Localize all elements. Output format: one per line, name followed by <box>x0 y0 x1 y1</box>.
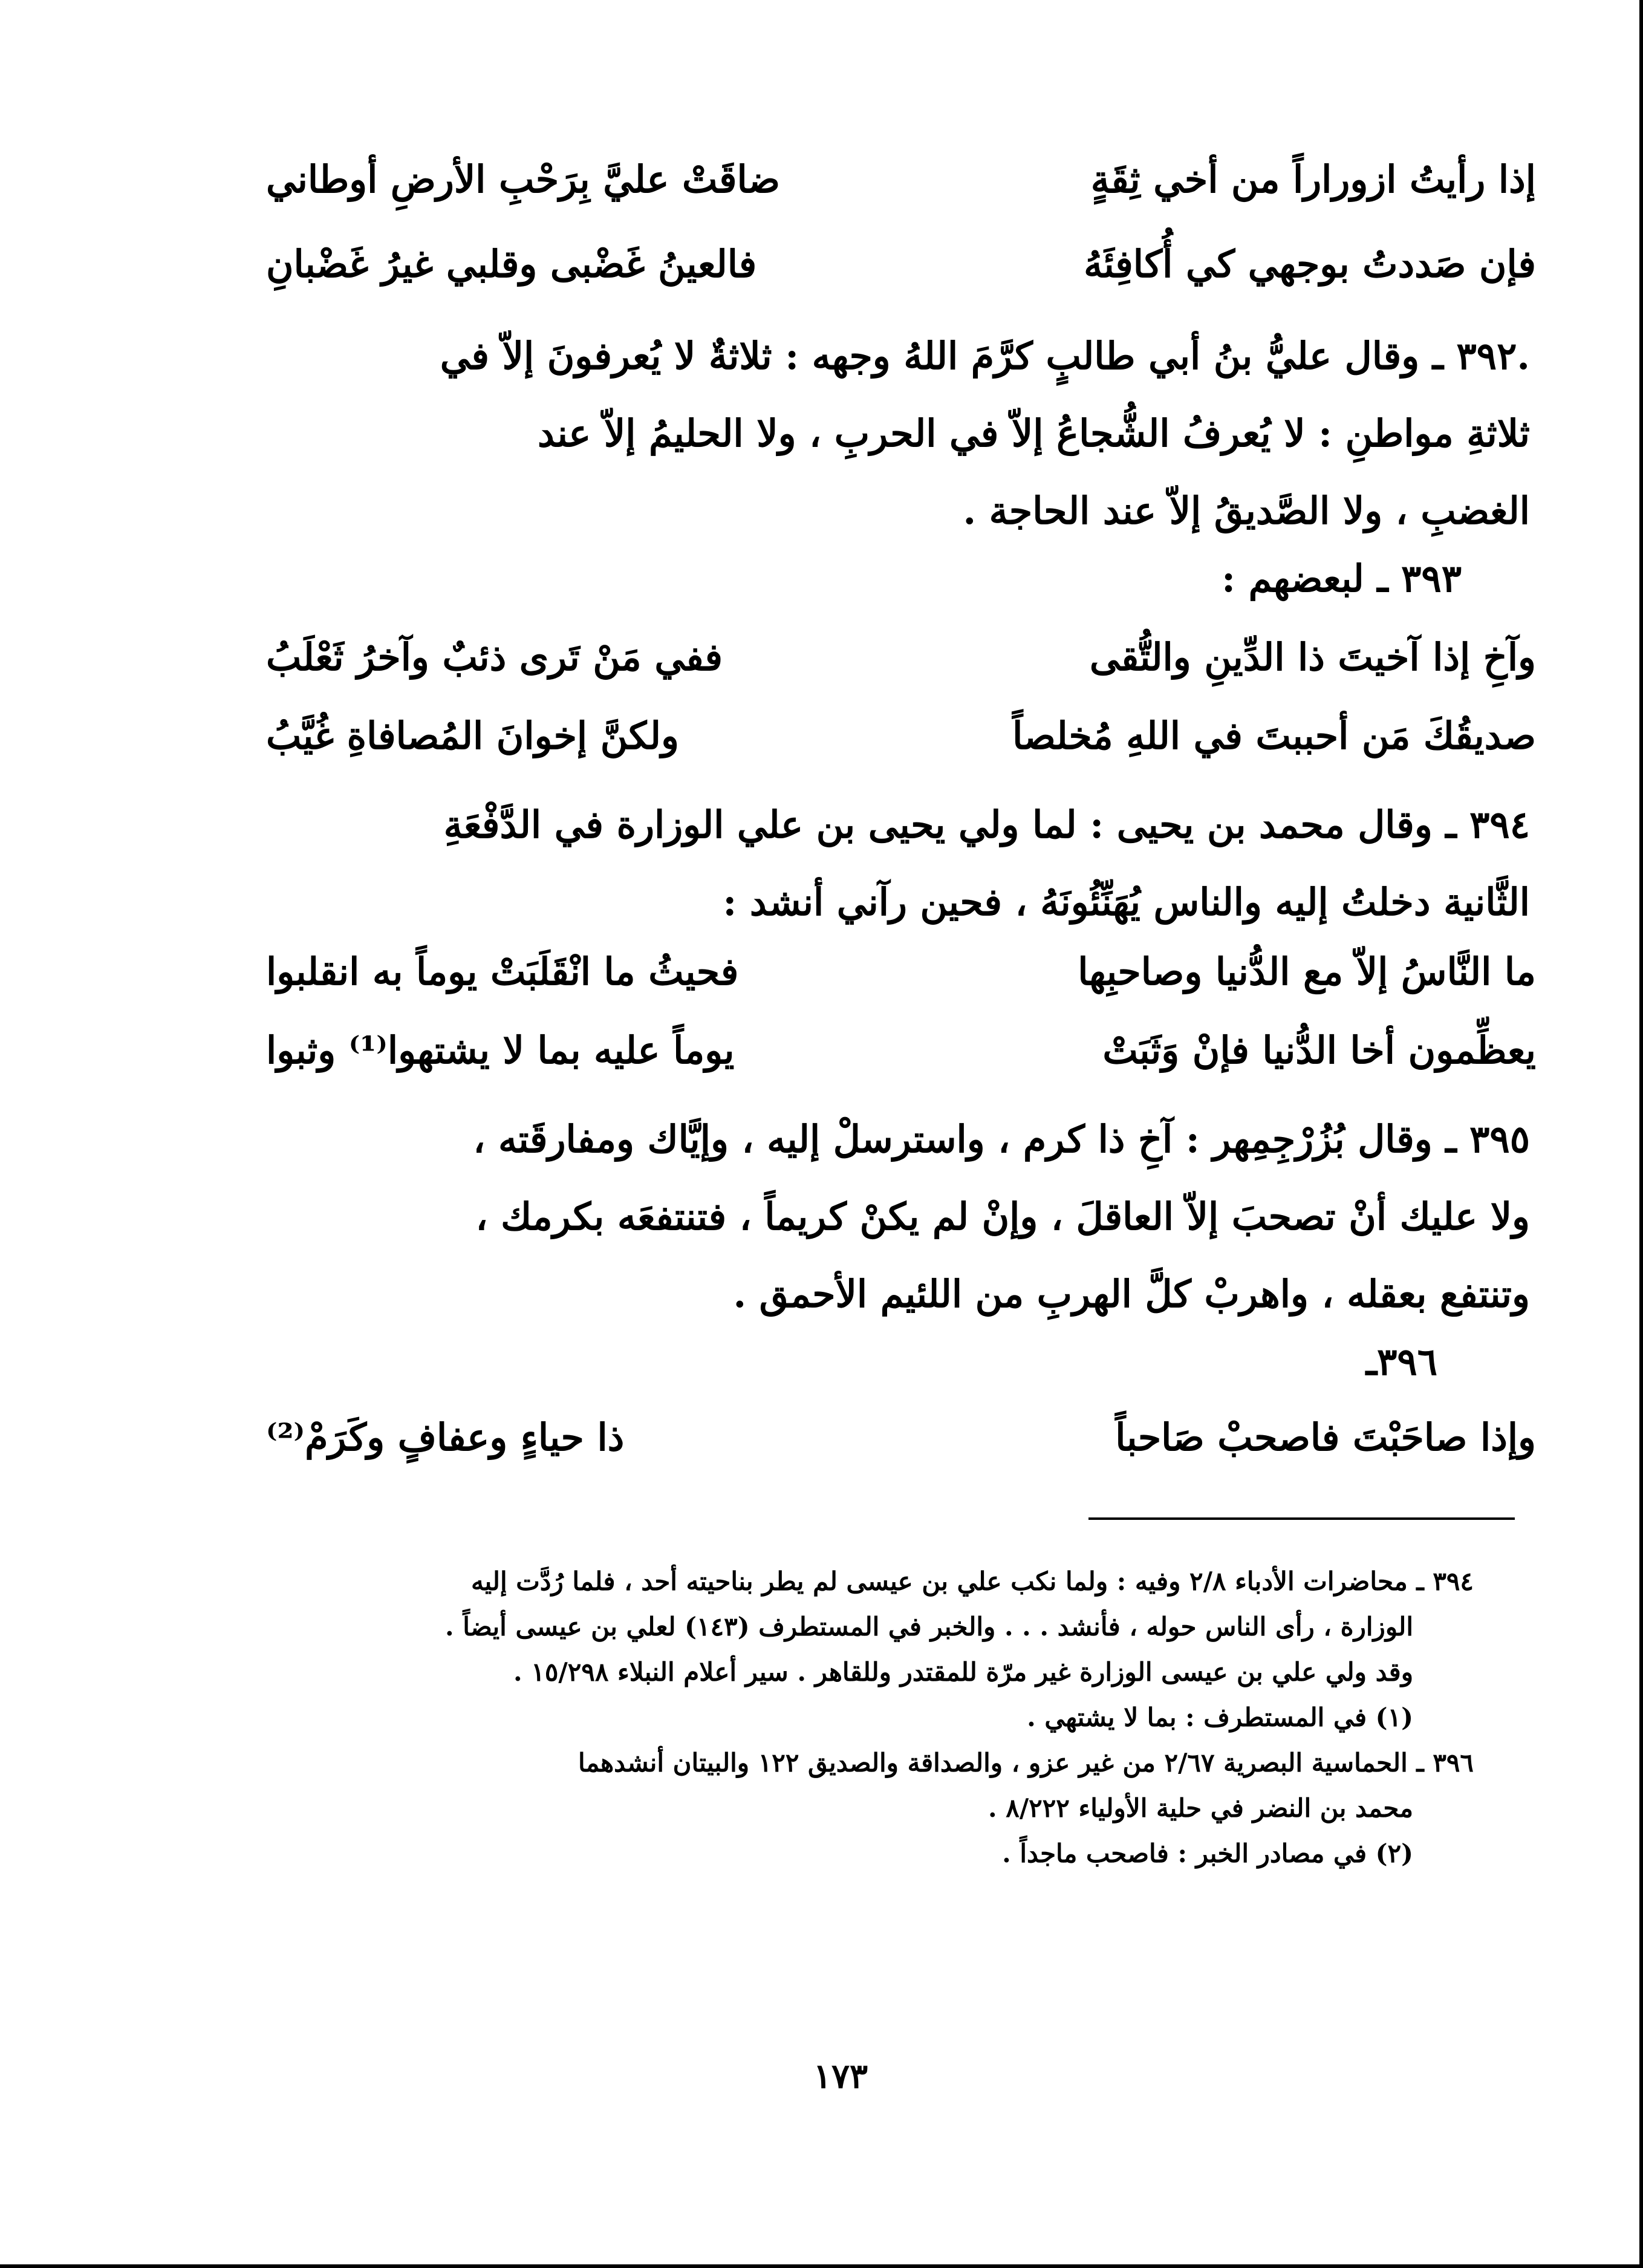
verse-second-hemistich: يوماً عليه بما لا يشتهوا⁽¹⁾ وثبوا <box>266 1028 735 1072</box>
paragraph-line: وتنتفع بعقله ، واهربْ كلَّ الهربِ من اللئيم الأحمق . <box>733 1272 1530 1316</box>
verse-line <box>266 635 1536 702</box>
page-edge-bottom <box>0 2264 1643 2268</box>
verse-line <box>266 157 1536 224</box>
verse-first-hemistich: ما النَّاسُ إلاّ مع الدُّنيا وصاحبِها <box>1078 950 1536 994</box>
verse-first-hemistich: وآخِ إذا آخيتَ ذا الدِّينِ والتُّقى <box>1089 635 1536 679</box>
footnote-line: ٣٩٤ ـ محاضرات الأدباء ٢/٨ وفيه : ولما نكب علي بن عيسى لم يطر بناحيته أحد ، فلما رُدَّت إليه <box>470 1566 1474 1596</box>
footnote-line: (٢) في مصادر الخبر : فاصحب ماجداً . <box>1002 1839 1413 1868</box>
footnote-line: (١) في المستطرف : بما لا يشتهي . <box>1027 1703 1413 1732</box>
paragraph-line: الثَّانية دخلتُ إليه والناس يُهَنِّئُونَهُ ، فحين رآني أنشد : <box>723 880 1530 924</box>
paragraph-line: ولا عليك أنْ تصحبَ إلاّ العاقلَ ، وإنْ لم يكنْ كريماً ، فتنتفعَه بكرمك ، <box>475 1194 1530 1239</box>
verse-line <box>266 1415 1536 1482</box>
paragraph-394 <box>266 786 1530 941</box>
verse-first-hemistich: صديقُكَ مَن أحببتَ في اللهِ مُخلصاً <box>1012 714 1536 758</box>
verse-second-hemistich: فالعينُ غَضْبى وقلبي غيرُ غَضْبانِ <box>266 242 757 286</box>
paragraph-line: الغضبِ ، ولا الصَّديقُ إلاّ عند الحاجة . <box>963 489 1530 533</box>
paragraph-line: ٣٩٤ ـ وقال محمد بن يحيى : لما ولي يحيى بن علي الوزارة في الدَّفْعَةِ <box>443 803 1530 847</box>
footnote-line: وقد ولي علي بن عيسى الوزارة غير مرّة للمقتدر وللقاهر . سير أعلام النبلاء ١٥/٢٩٨ . <box>513 1657 1413 1687</box>
paragraph-line: .٣٩٢ ـ وقال عليُّ بنُ أبي طالبٍ كرَّمَ اللهُ وجهه : ثلاثةٌ لا يُعرفونَ إلاّ في <box>440 334 1530 378</box>
verse-first-hemistich: وإذا صاحَبْتَ فاصحبْ صَاحباً <box>1115 1415 1536 1459</box>
entry-heading-393: ٣٩٣ ـ لبعضهم : <box>1222 556 1462 601</box>
paragraph-line: ٣٩٥ ـ وقال بُزُرْجِمِهر : آخِ ذا كرم ، واسترسلْ إليه ، وإيَّاك ومفارقَته ، <box>473 1117 1530 1161</box>
verse-second-hemistich: ذا حياءٍ وعفافٍ وكَرَمْ⁽²⁾ <box>266 1415 625 1459</box>
footnote-line: الوزارة ، رأى الناس حوله ، فأنشد . . . والخبر في المستطرف (١٤٣) لعلي بن عيسى أيضاً . <box>445 1612 1413 1641</box>
verse-line <box>266 714 1536 780</box>
verse-first-hemistich: يعظِّمون أخا الدُّنيا فإنْ وَثَبَتْ <box>1102 1028 1536 1072</box>
verse-first-hemistich: إذا رأيتُ ازوراراً من أخي ثِقَةٍ <box>1090 157 1536 201</box>
footnote-line: ٣٩٦ ـ الحماسية البصرية ٢/٦٧ من غير عزو ، والصداقة والصديق ١٢٢ والبيتان أنشدهما <box>577 1748 1474 1778</box>
page-edge-right <box>1639 0 1643 2268</box>
verse-second-hemistich: فحيثُ ما انْقَلَبَتْ يوماً به انقلبوا <box>266 950 739 994</box>
entry-heading-396: ٣٩٦ـ <box>1365 1340 1437 1384</box>
paragraph-line: ثلاثةِ مواطنِ : لا يُعرفُ الشُّجاعُ إلاّ في الحربِ ، ولا الحليمُ إلاّ عند <box>538 411 1530 455</box>
footnote-separator <box>1088 1517 1515 1520</box>
verse-second-hemistich: ففي مَنْ تَرى ذئبٌ وآخرُ ثَعْلَبُ <box>266 635 723 679</box>
footnote-line: محمد بن النضر في حلية الأولياء ٨/٢٢٢ . <box>988 1793 1413 1823</box>
paragraph-392 <box>266 318 1530 550</box>
paragraph-395 <box>266 1101 1530 1333</box>
page-number: ١٧٣ <box>813 2056 868 2096</box>
verse-line <box>266 242 1536 308</box>
verse-second-hemistich: ولكنَّ إخوانَ المُصافاةِ غُيَّبُ <box>266 714 679 758</box>
verse-second-hemistich: ضاقَتْ عليَّ بِرَحْبِ الأرضِ أوطاني <box>266 157 781 201</box>
verse-line <box>266 1028 1536 1095</box>
verse-first-hemistich: فإن صَددتُ بوجهي كي أُكافِئَهُ <box>1084 242 1536 286</box>
verse-line <box>266 950 1536 1016</box>
